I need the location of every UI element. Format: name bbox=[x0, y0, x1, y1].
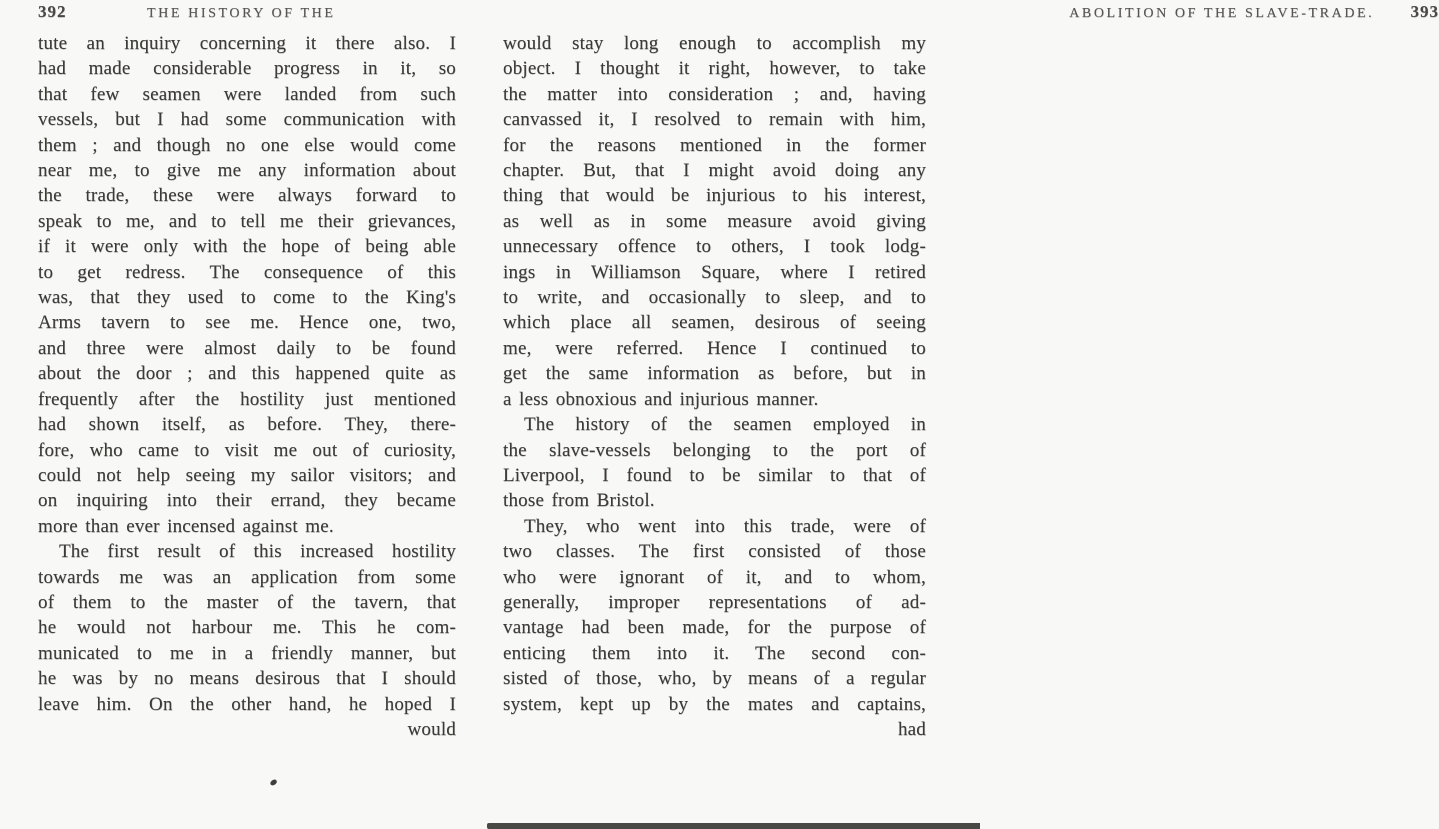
text-line: tute an inquiry concerning it there also. I bbox=[38, 33, 456, 54]
text-line: The history of the seamen employed in bbox=[524, 414, 926, 436]
text-line: had shown itself, as before. They, there- bbox=[38, 414, 456, 436]
catchword: had bbox=[897, 718, 926, 740]
text-line: the trade, these were always forward to bbox=[38, 185, 456, 207]
text-line: a less obnoxious and injurious manner. bbox=[503, 388, 819, 410]
running-head-left bbox=[38, 2, 458, 22]
text-line: frequently after the hostility just mentioned bbox=[38, 388, 456, 410]
text-line: vessels, but I had some communication with bbox=[38, 109, 456, 131]
text-line: had made considerable progress in it, so bbox=[38, 58, 456, 80]
text-line: The first result of this increased hostility bbox=[59, 541, 456, 563]
text-line: would stay long enough to accomplish my bbox=[503, 33, 926, 54]
book-page-right bbox=[490, 0, 1439, 829]
text-line: to write, and occasionally to sleep, and to bbox=[503, 287, 926, 309]
text-line: get the same information as before, but in bbox=[503, 363, 926, 385]
text-line: canvassed it, I resolved to remain with him, bbox=[503, 109, 926, 131]
running-title-right: ABOLITION OF THE SLAVE-TRADE. bbox=[1069, 6, 1375, 21]
text-line: object. I thought it right, however, to take bbox=[503, 58, 926, 80]
text-line: leave him. On the other hand, he hoped I bbox=[38, 693, 456, 715]
text-line: Liverpool, I found to be similar to that of bbox=[503, 464, 926, 486]
text-line: who were ignorant of it, and to whom, bbox=[503, 566, 926, 588]
text-line: he would not harbour me. This he com- bbox=[38, 617, 456, 639]
text-line: which place all seamen, desirous of seeing bbox=[503, 312, 926, 334]
text-line: vantage had been made, for the purpose of bbox=[503, 617, 926, 639]
text-line: if it were only with the hope of being able bbox=[38, 236, 456, 258]
text-line: the slave-vessels belonging to the port of bbox=[503, 439, 926, 461]
text-line: They, who went into this trade, were of bbox=[524, 515, 926, 537]
text-line: fore, who came to visit me out of curiosity, bbox=[38, 439, 456, 461]
page-number-left: 392 bbox=[38, 2, 67, 21]
text-line: of them to the master of the tavern, that bbox=[38, 591, 456, 613]
text-line: me, were referred. Hence I continued to bbox=[503, 337, 926, 359]
text-line: as well as in some measure avoid giving bbox=[503, 210, 926, 232]
text-line: unnecessary offence to others, I took lodg- bbox=[503, 236, 926, 258]
text-line: that few seamen were landed from such bbox=[38, 83, 456, 105]
text-line: and three were almost daily to be found bbox=[38, 337, 456, 359]
catchword: would bbox=[407, 718, 456, 740]
text-line: more than ever incensed against me. bbox=[38, 515, 334, 537]
scan-edge-artifact bbox=[487, 823, 980, 829]
running-title-left: THE HISTORY OF THE bbox=[147, 6, 336, 21]
text-line: towards me was an application from some bbox=[38, 566, 456, 588]
text-line: those from Bristol. bbox=[503, 490, 655, 512]
text-line: near me, to give me any information about bbox=[38, 160, 456, 182]
page-number-right: 393 bbox=[1410, 2, 1439, 21]
text-line: ings in Williamson Square, where I retired bbox=[503, 261, 926, 283]
text-line: two classes. The first consisted of those bbox=[503, 541, 926, 563]
text-line: for the reasons mentioned in the former bbox=[503, 134, 926, 156]
text-line: Arms tavern to see me. Hence one, two, bbox=[38, 312, 456, 334]
text-line: the matter into consideration ; and, having bbox=[503, 83, 926, 105]
text-line: them ; and though no one else would come bbox=[38, 134, 456, 156]
text-line: generally, improper representations of ad- bbox=[503, 591, 926, 613]
text-line: sisted of those, who, by means of a regular bbox=[503, 668, 926, 690]
text-line: to get redress. The consequence of this bbox=[38, 261, 456, 283]
text-line: thing that would be injurious to his interest, bbox=[503, 185, 926, 207]
running-head-right bbox=[993, 2, 1439, 22]
text-line: about the door ; and this happened quite as bbox=[38, 363, 456, 385]
text-line: he was by no means desirous that I should bbox=[38, 668, 456, 690]
text-line: chapter. But, that I might avoid doing any bbox=[503, 160, 926, 182]
text-line: system, kept up by the mates and captains, bbox=[503, 693, 926, 715]
text-line: on inquiring into their errand, they became bbox=[38, 490, 456, 512]
text-line: speak to me, and to tell me their grievances, bbox=[38, 210, 456, 232]
page-body-right bbox=[503, 31, 926, 742]
book-page-left bbox=[0, 0, 490, 829]
text-line: was, that they used to come to the King's bbox=[38, 287, 456, 309]
page-body-left bbox=[38, 31, 456, 742]
text-line: municated to me in a friendly manner, but bbox=[38, 642, 456, 664]
text-line: could not help seeing my sailor visitors; and bbox=[38, 464, 456, 486]
text-line: enticing them into it. The second con- bbox=[503, 642, 926, 664]
